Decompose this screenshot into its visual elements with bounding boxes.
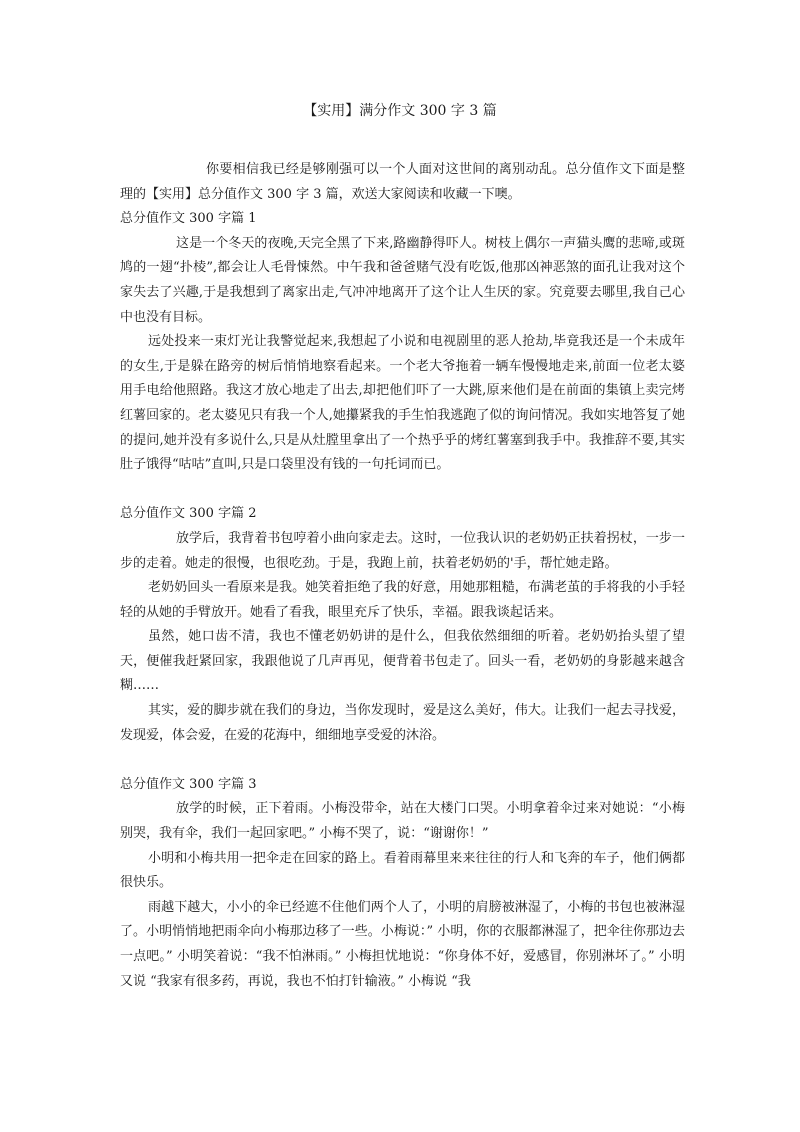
- section-3-paragraph-2: 小明和小梅共用一把伞走在回家的路上。看着雨幕里来来往往的行人和飞奔的车子，他们俩都很快乐。: [120, 850, 685, 891]
- section-2-paragraph-4: 其实，爱的脚步就在我们的身边，当你发现时，爱是这么美好，伟大。让我们一起去寻找爱，发现爱，体会爱，在爱的花海中，细细地享受爱的沐浴。: [120, 703, 685, 743]
- section-1-paragraph-2: 远处投来一束灯光让我警觉起来,我想起了小说和电视剧里的恶人抢劫,毕竟我还是一个未成年的女生,于是躲在路旁的树后悄悄地察看起来。一个老大爷拖着一辆车慢慢地走来,前面一位老太婆用手电给他照路。我这才放心地走了出去,却把他们吓了一大跳,原来他们是在前面的集镇上卖完烤红薯回家的。老太婆见只有我一个人,她攥紧我的手生怕我逃跑了似的询问情况。我如实地答复了她的提问,她并没有多说什么,只是从灶膛里拿出了一个热乎乎的烤红薯塞到我手中。我推辞不要,其实肚子饿得“咕咕”直叫,只是口袋里没有钱的一句托词而已。: [120, 334, 685, 473]
- document-body: [120, 158, 685, 994]
- section-2-paragraph-2: 老奶奶回头一看原来是我。她笑着拒绝了我的好意，用她那粗糙，布满老茧的手将我的小手轻轻的从她的手臂放开。她看了看我，眼里充斥了快乐，幸福。跟我谈起话来。: [120, 580, 685, 620]
- section-3-paragraph-3: 雨越下越大，小小的伞已经遮不住他们两个人了，小明的肩膀被淋湿了，小梅的书包也被淋湿了。小明悄悄地把雨伞向小梅那边移了一些。小梅说：” 小明，你的衣服都淋湿了，把伞往你那边去一点吧。” 小明笑着说：“我不怕淋雨。” 小梅担忧地说：“你身体不好，爱感冒，你别淋坏了。” 小明又说 “我家有很多药，再说，我也不怕打针输液。” 小梅说 “我: [120, 899, 685, 989]
- section-spacer: [120, 478, 685, 503]
- section-3-heading: 总分值作文 300 字篇 3: [120, 776, 257, 792]
- section-2-paragraph-3: 虽然，她口齿不清，我也不懂老奶奶讲的是什么，但我依然细细的听着。老奶奶抬头望了望天，便催我赶紧回家，我跟他说了几声再见，便背着书包走了。回头一看，老奶奶的身影越来越含糊……: [120, 629, 685, 694]
- section-3-paragraph-1: 放学的时候，正下着雨。小梅没带伞，站在大楼门口哭。小明拿着伞过来对她说：“小梅别哭，我有伞，我们一起回家吧。” 小梅不哭了，说：“谢谢你！”: [120, 801, 685, 842]
- intro-paragraph: 你要相信我已经是够刚强可以一个人面对这世间的离别动乱。总分值作文下面是整理的【实用】总分值作文 300 字 3 篇，欢送大家阅读和收藏一下噢。: [120, 162, 685, 202]
- section-2-heading: 总分值作文 300 字篇 2: [120, 506, 257, 522]
- section-1-paragraph-1: 这是一个冬天的夜晚,天完全黑了下来,路幽静得吓人。树枝上偶尔一声猫头鹰的悲啼,或斑鸠的一翅“扑棱”,都会让人毛骨悚然。中午我和爸爸赌气没有吃饭,他那凶神恶煞的面孔让我对这个家失去了兴趣,于是我想到了离家出走,气冲冲地离开了这个让人生厌的家。究竟要去哪里,我自己心中也没有目标。: [120, 235, 685, 325]
- section-2-paragraph-1: 放学后，我背着书包哼着小曲向家走去。这时，一位我认识的老奶奶正扶着拐杖，一步一步的走着。她走的很慢，也很吃劲。于是，我跑上前，扶着老奶奶的'手，帮忙她走路。: [120, 530, 685, 571]
- document-title: 【实用】满分作文 300 字 3 篇: [303, 103, 497, 119]
- section-1-heading: 总分值作文 300 字篇 1: [120, 211, 257, 227]
- section-spacer: [120, 748, 685, 773]
